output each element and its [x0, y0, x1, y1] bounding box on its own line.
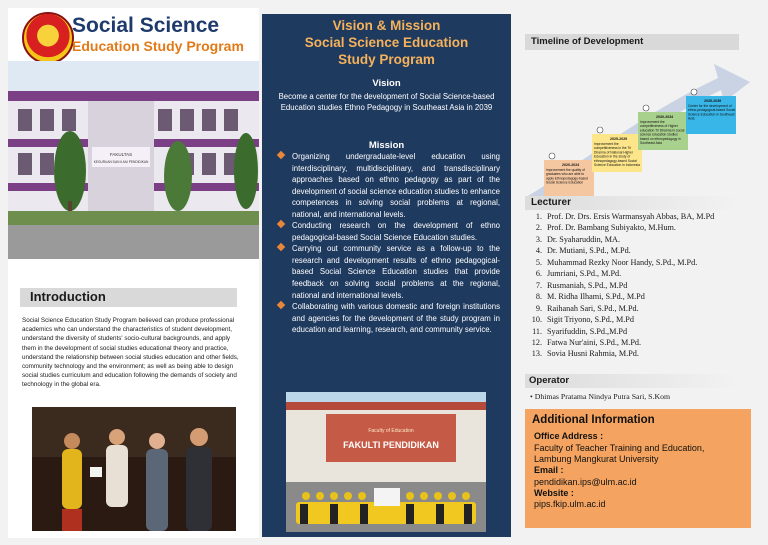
lecturer-name: Muhammad Rezky Noor Handy, S.Pd., M.Pd. — [547, 257, 698, 267]
poster-title: Social Science — [72, 14, 220, 37]
timeline-dot-icon — [691, 89, 697, 95]
timeline-step-text: graduates who are able to — [546, 172, 585, 177]
lecturer-list — [526, 211, 762, 360]
lecturer-item — [526, 280, 762, 291]
lecturer-name: Syarifuddin, S.Pd.,M.Pd — [547, 326, 628, 336]
lecturer-number: 1. — [535, 212, 542, 221]
lecturer-item — [526, 326, 762, 337]
lecturer-item — [526, 234, 762, 245]
faculty-photo-illustration — [286, 392, 486, 532]
vision-heading: Vision — [372, 78, 401, 89]
office-line2: Lambung Mangkurat University — [534, 453, 659, 464]
vm-title-line2: Social Science Education — [304, 35, 469, 50]
diamond-bullet-icon — [277, 243, 285, 251]
timeline-step-text: competitiveness of Higher — [640, 124, 678, 129]
building-sign-text: FAKULTAS — [109, 152, 133, 157]
website-value[interactable]: pips.fkip.ulm.ac.id — [534, 499, 606, 510]
lecturer-item — [526, 303, 762, 314]
timeline-dot-icon — [597, 127, 603, 133]
timeline-step-text: education Tri Dharma in social — [640, 128, 685, 133]
lecturer-item — [526, 314, 762, 325]
vm-title-line3: Study Program — [338, 52, 435, 67]
lecturer-name: Dr. Mutiani, S.Pd., M.Pd. — [547, 246, 631, 256]
lecturer-item — [526, 257, 762, 268]
timeline-dot-icon — [549, 153, 555, 159]
lecturer-item — [526, 291, 762, 302]
timeline-step-text: Science Education in Southeast — [688, 112, 735, 117]
lecturer-item — [526, 348, 762, 359]
lecturer-name: Raihanah Sari, S.Pd., M.Pd. — [547, 303, 639, 313]
lecturer-number: 3. — [535, 234, 542, 244]
diamond-bullet-icon — [277, 151, 285, 159]
email-value[interactable]: pendidikan.ips@ulm.ac.id — [534, 476, 637, 487]
mission-item-text: Conducting research on the development of ethno pedagogical-based Social Science Education studies. — [292, 221, 500, 242]
timeline-graphic — [518, 56, 764, 206]
website-label: Website : — [534, 487, 574, 498]
timeline-period: 2030-2034 — [656, 115, 674, 119]
timeline-step-text: Center for the development of — [688, 104, 732, 108]
lecturer-name: Dr. Syaharuddin, MA. — [547, 234, 620, 244]
left-column — [8, 8, 259, 538]
group-photo — [32, 407, 236, 531]
lecturer-name: Jumriani, S.Pd., M.Pd. — [547, 269, 622, 279]
vision-mission-panel — [262, 14, 511, 537]
mission-heading: Mission — [368, 140, 405, 151]
lecturer-number: 4. — [535, 246, 542, 256]
lecturer-item — [526, 337, 762, 348]
timeline-dot-icon — [643, 105, 649, 111]
timeline-step-text: Social Science Education — [546, 180, 584, 185]
building-photo — [8, 61, 259, 259]
timeline-step-text: Improvement the — [594, 142, 619, 146]
timeline-step-text: science education studies — [640, 132, 678, 137]
operator-heading: Operator — [525, 374, 739, 388]
mission-item — [278, 220, 500, 243]
lecturer-item — [526, 245, 762, 256]
mission-item — [278, 151, 500, 220]
vision-text: Become a center for the development of Social Science-based Education studies Ethno Pedagogy in Southeast Asia in 2039 — [278, 92, 495, 113]
timeline-step-text: based on ethnopedagogy in — [640, 136, 681, 141]
faculty-group-photo — [286, 392, 486, 532]
lecturer-name: M. Ridha Ilhami, S.Pd., M.Pd — [547, 292, 645, 302]
timeline-heading: Timeline of Development — [525, 34, 739, 50]
timeline-period: 2020-2024 — [562, 163, 580, 167]
timeline-step-text: Education in the study of — [594, 154, 631, 159]
lecturer-number: 9. — [535, 303, 542, 313]
lecturer-number: 12. — [531, 337, 542, 347]
lecturer-number: 11. — [532, 326, 542, 336]
timeline-step-text: Improvement the — [640, 120, 665, 124]
office-label: Office Address : — [534, 431, 604, 441]
lecturer-number: 2. — [535, 223, 542, 233]
operator-name: Dhimas Pratama Nindya Putra Sari, S.Kom — [534, 392, 671, 401]
lecturer-name: Prof. Dr. Drs. Ersis Warmansyah Abbas, BA, M.Pd — [547, 212, 715, 221]
vm-title-line1: Vision & Mission — [332, 18, 441, 33]
additional-info-heading: Additional Information — [532, 414, 655, 426]
building-illustration — [8, 61, 259, 259]
timeline-step-text: ethnopedagogy-based Social — [594, 158, 637, 163]
lecturer-name: Sigit Triyono, S.Pd., M.Pd — [547, 315, 634, 325]
office-line1: Faculty of Teacher Training and Education, — [534, 442, 705, 453]
mission-list — [278, 151, 500, 336]
timeline-period: 2035-2039 — [704, 99, 722, 103]
svg-text:KEGURUAN DAN ILMU PENDIDIKAN: KEGURUAN DAN ILMU PENDIDIKAN — [93, 160, 149, 164]
mission-item-text: Carrying out community service as a follow-up to the research and development results of ethno pedagogical-based Social Science Education studies that provide feedback on solving social problems at the regional, national and international levels. — [292, 244, 500, 300]
additional-info-box — [525, 409, 751, 528]
lecturer-name: Prof. Dr. Bambang Subiyakto, M.Hum. — [547, 223, 676, 233]
operator-item: • Dhimas Pratama Nindya Putra Sari, S.Kom — [530, 392, 671, 401]
timeline-step-text: apply Ethnopedagogy-based — [546, 176, 588, 181]
lecturer-number: 6. — [535, 269, 542, 279]
mission-item — [278, 243, 500, 301]
lecturer-name: Rusmaniah, S.Pd., M.Pd — [547, 280, 628, 290]
introduction-text: Social Science Education Study Program believed can produce professional academics who can understand the characteristics of student development, understand the diversity of students' socio-cultural backgrounds, and apply them in the development of social studies educational theory and practice, understand the relationship between social studies education and other fields, community technology and the environment; as well as being able to design social studies curriculum and education following the demands of society and technology in the global era. — [22, 317, 239, 389]
group-photo-illustration — [32, 407, 236, 531]
lecturer-number: 8. — [535, 292, 542, 302]
timeline-period: 2025-2029 — [610, 137, 628, 141]
mission-item-text: Collaborating with various domestic and foreign institutions and agencies for the development of the study program in education and learning, research, and community service. — [292, 302, 500, 335]
lecturer-item — [526, 268, 762, 279]
lecturer-number: 13. — [531, 349, 542, 359]
lecturer-number: 5. — [535, 257, 542, 267]
timeline-step-text: ethno-pedagogical-based Social — [688, 108, 736, 113]
diamond-bullet-icon — [277, 220, 285, 228]
timeline-step-text: Dharma of National Higher — [594, 150, 634, 155]
right-column — [518, 8, 764, 538]
lecturer-item — [526, 211, 762, 222]
faculty-sign-small: Faculty of Education — [368, 428, 414, 434]
timeline-step-text: Science Education in Indonesia — [594, 163, 641, 167]
lecturer-number: 7. — [535, 280, 542, 290]
introduction-heading: Introduction — [20, 288, 237, 307]
mission-item — [278, 301, 500, 336]
lecturer-name: Sovia Husni Rahmia, M.Pd. — [547, 349, 639, 359]
timeline-step-text: competitiveness in the Tri — [594, 146, 632, 151]
timeline-step-text: Asia — [688, 116, 695, 121]
faculty-sign: FAKULTI PENDIDIKAN — [343, 440, 439, 450]
email-label: Email : — [534, 465, 564, 476]
university-logo — [22, 12, 74, 64]
lecturer-item — [526, 222, 762, 233]
poster-subtitle: Education Study Program — [72, 38, 244, 54]
diamond-bullet-icon — [277, 301, 285, 309]
lecturer-name: Fatwa Nur'aini, S.Pd., M.Pd. — [547, 337, 642, 347]
lecturer-number: 10. — [531, 315, 542, 325]
mission-item-text: Organizing undergraduate-level education using interdisciplinary, multidisciplinary, and transdisciplinary approaches based on ethno pedagogy as part of the development of social science education studies to enhance competences in solving social problems at regional, national, and international levels. — [292, 152, 500, 219]
timeline-step-text: Improvement the quality of — [546, 168, 585, 172]
vision-mission-title — [262, 17, 511, 68]
lecturer-heading: Lecturer — [525, 196, 739, 210]
timeline-step-text: Southeast Asia — [640, 141, 662, 145]
